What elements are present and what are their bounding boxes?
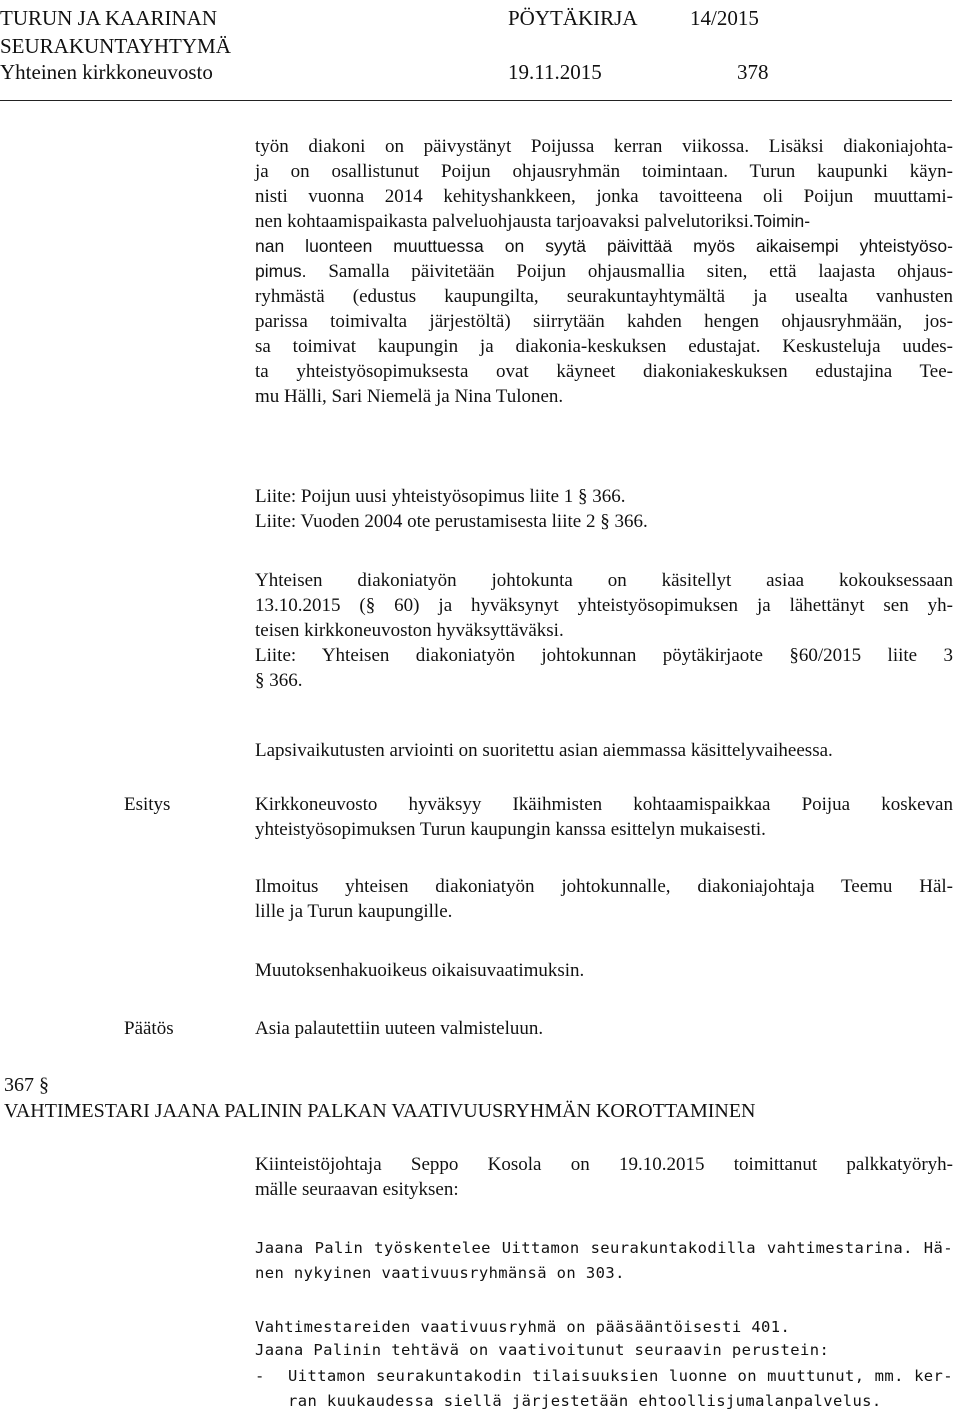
section-number: 367 § xyxy=(4,1074,49,1096)
section-intro xyxy=(255,1152,953,1202)
org-body-name: Yhteinen kirkkoneuvosto xyxy=(0,60,213,84)
text-line: Liite: Yhteisen diakoniatyön johtokunnan pöytäkirjaote §60/2015 liite 3 xyxy=(255,645,953,666)
meeting-date: 19.11.2015 xyxy=(508,60,602,84)
text-line: 13.10.2015 (§ 60) ja hyväksynyt yhteistyösopimuksen ja lähettänyt sen yh- xyxy=(255,595,953,616)
header-rule xyxy=(0,100,952,101)
text-line: sa toimivat kaupungin ja diakonia-keskuksen edustajat. Keskusteluja uudes- xyxy=(255,336,953,357)
text-line: ran kuukaudessa siellä järjestetään ehtoollisjumalanpalvelus. xyxy=(288,1392,882,1410)
section-title: VAHTIMESTARI JAANA PALININ PALKAN VAATIVUUSRYHMÄN KOROTTAMINEN xyxy=(4,1100,756,1122)
quoted-proposal-2-line2: Jaana Palinin tehtävä on vaativoitunut seuraavin perustein: xyxy=(255,1341,830,1359)
text-run: nen kohtaamispaikasta palveluohjausta tarjoavaksi palvelutoriksi. xyxy=(255,211,754,232)
proposal-text xyxy=(255,792,953,842)
doc-number: 14/2015 xyxy=(690,6,759,30)
text-line: nisti vuonna 2014 kehityshankkeen, jonka tavoitteena oli Poijun muuttami- xyxy=(255,186,953,207)
attachment-item: Liite: Poijun uusi yhteistyösopimus liite 1 § 366. xyxy=(255,486,626,507)
text-run-sans: Toimin- xyxy=(753,211,811,231)
attachment-list xyxy=(255,484,953,534)
attachment-item: Liite: Vuoden 2004 ote perustamisesta liite 2 § 366. xyxy=(255,511,648,532)
paragraph-poiju-background xyxy=(255,134,953,409)
text-run-sans: pimus. xyxy=(255,261,307,281)
text-line: teisen kirkkoneuvoston hyväksyttäväksi. xyxy=(255,620,564,641)
text-line: ja on osallistunut Poijun ohjausryhmän toimintaan. Turun kaupunki käyn- xyxy=(255,161,953,182)
text-line: § 366. xyxy=(255,670,303,691)
text-line: Uittamon seurakuntakodin tilaisuuksien luonne on muuttunut, mm. ker- xyxy=(288,1367,953,1385)
text-line: Kirkkoneuvosto hyväksyy Ikäihmisten kohtaamispaikkaa Poijua koskevan xyxy=(255,794,953,815)
bullet-text xyxy=(288,1364,953,1414)
appeal-text: Muutoksenhakuoikeus oikaisuvaatimuksin. xyxy=(255,960,585,981)
text-line: Jaana Palin työskentelee Uittamon seurakuntakodilla vahtimestarina. Hä- xyxy=(255,1239,953,1257)
text-line: nen nykyinen vaativuusryhmänsä on 303. xyxy=(255,1264,625,1282)
text-line: mälle seuraavan esityksen: xyxy=(255,1179,459,1200)
decision-label: Päätös xyxy=(124,1018,174,1039)
text-line: mu Hälli, Sari Niemelä ja Nina Tulonen. xyxy=(255,386,564,407)
paragraph-board-handling xyxy=(255,568,953,693)
org-name-line2: SEURAKUNTAYHTYMÄ xyxy=(0,34,231,58)
text-line: lille ja Turun kaupungille. xyxy=(255,901,453,922)
text-line: työn diakoni on päivystänyt Poijussa kerran viikossa. Lisäksi diakoniajohta- xyxy=(255,136,953,157)
notification-text xyxy=(255,874,953,924)
quoted-proposal-1 xyxy=(255,1236,953,1286)
text-line-sans: nan luonteen muuttuessa on syytä päivittää myös aikaisempi yhteistyöso- xyxy=(255,236,953,256)
bullet-dash: - xyxy=(255,1367,265,1385)
paragraph-child-impact: Lapsivaikutusten arviointi on suoritettu asian aiemmassa käsittelyvaiheessa. xyxy=(255,740,833,761)
decision-text: Asia palautettiin uuteen valmisteluun. xyxy=(255,1018,544,1039)
text-line: ta yhteistyösopimuksesta ovat käyneet diakoniakeskuksen edustajina Tee- xyxy=(255,361,953,382)
text-line xyxy=(255,209,953,234)
text-line: ryhmästä (edustus kaupungilta, seurakuntayhtymältä ja usealta vanhusten xyxy=(255,286,953,307)
text-line: Yhteisen diakoniatyön johtokunta on käsitellyt asiaa kokouksessaan xyxy=(255,570,953,591)
text-run-mono: Vahtimestareiden vaativuusryhmä on pääsääntöisesti 401. xyxy=(255,1318,791,1336)
quoted-proposal-2-line1 xyxy=(255,1314,790,1340)
text-line: Kiinteistöjohtaja Seppo Kosola on 19.10.2015 toimittanut palkkatyöryh- xyxy=(255,1154,953,1175)
text-run: Samalla päivitetään Poijun ohjausmallia siten, että laajasta ohjaus- xyxy=(328,261,953,282)
text-line: yhteistyösopimuksen Turun kaupungin kanssa esittelyn mukaisesti. xyxy=(255,819,766,840)
doc-type: PÖYTÄKIRJA xyxy=(508,6,638,30)
text-line: Ilmoitus yhteisen diakoniatyön johtokunnalle, diakoniajohtaja Teemu Häl- xyxy=(255,876,953,897)
text-line xyxy=(255,259,953,284)
page-number: 378 xyxy=(737,60,769,84)
proposal-label: Esitys xyxy=(124,794,171,815)
text-line: parissa toimivalta järjestöltä) siirrytään kahden hengen ohjausryhmään, jos- xyxy=(255,311,953,332)
org-name-line1: TURUN JA KAARINAN xyxy=(0,6,218,30)
